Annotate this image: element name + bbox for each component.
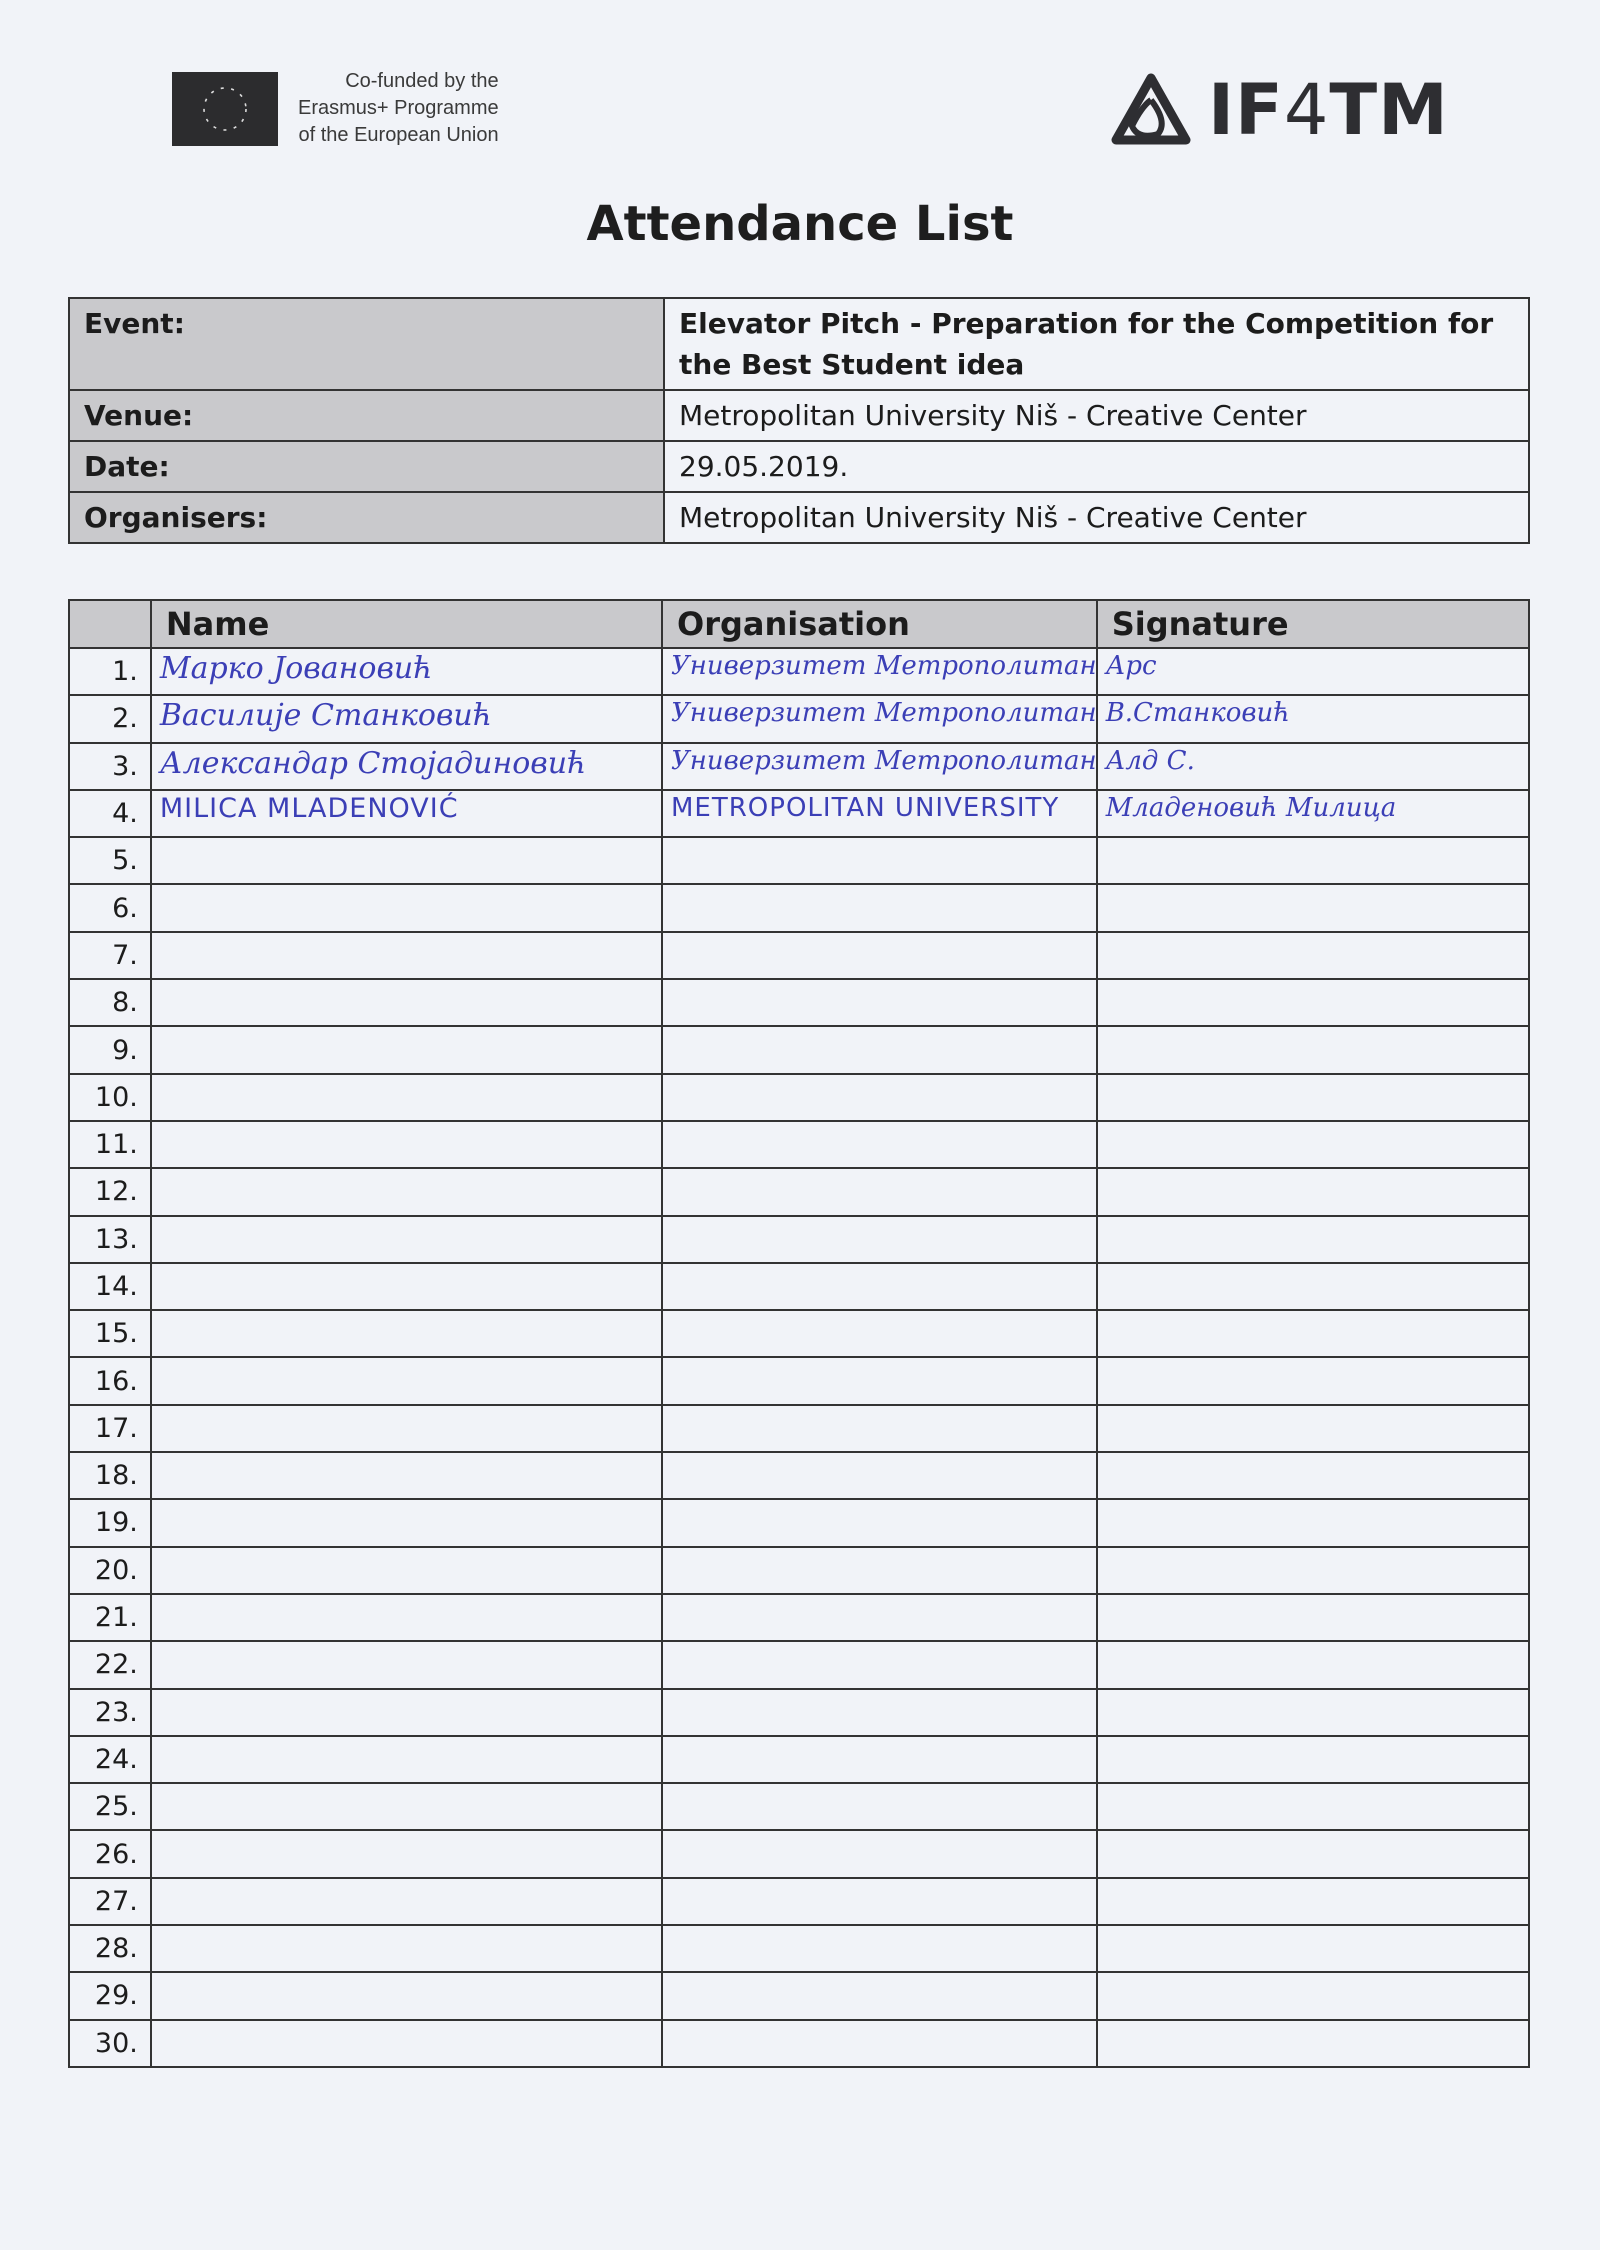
row-number: 20. <box>69 1547 151 1594</box>
name-cell <box>151 1216 662 1263</box>
table-row <box>69 1499 1529 1546</box>
organisation-cell <box>662 1168 1097 1215</box>
organisation-cell <box>662 1263 1097 1310</box>
signature-cell <box>1097 1689 1529 1736</box>
table-row <box>69 1452 1529 1499</box>
table-row <box>69 1405 1529 1452</box>
organisation-cell <box>662 743 1097 790</box>
name-cell <box>151 695 662 742</box>
handwritten-sig: Алд С. <box>1105 745 1195 776</box>
table-row <box>69 1074 1529 1121</box>
eu-text-line-3: of the European Union <box>298 124 499 146</box>
row-number: 19. <box>69 1499 151 1546</box>
name-cell <box>151 932 662 979</box>
logo-if: IF <box>1208 69 1284 151</box>
col-header-organisation: Organisation <box>662 600 1097 648</box>
table-row <box>69 1641 1529 1688</box>
eu-text-line-1: Co-funded by the <box>345 70 499 92</box>
organisation-cell <box>662 1026 1097 1073</box>
name-cell <box>151 1168 662 1215</box>
signature-cell <box>1097 932 1529 979</box>
organisation-cell <box>662 648 1097 695</box>
signature-cell <box>1097 1452 1529 1499</box>
row-number: 17. <box>69 1405 151 1452</box>
handwritten-name: MILICA MLADENOVIĆ <box>159 792 459 824</box>
name-cell <box>151 1452 662 1499</box>
signature-cell <box>1097 743 1529 790</box>
signature-cell <box>1097 1168 1529 1215</box>
row-number: 16. <box>69 1357 151 1404</box>
col-header-signature: Signature <box>1097 600 1529 648</box>
row-number: 22. <box>69 1641 151 1688</box>
table-row <box>69 1689 1529 1736</box>
col-header-number <box>69 600 151 648</box>
row-number: 14. <box>69 1263 151 1310</box>
signature-cell <box>1097 1216 1529 1263</box>
name-cell <box>151 837 662 884</box>
signature-cell <box>1097 1830 1529 1877</box>
row-number: 29. <box>69 1972 151 2019</box>
page-title: Attendance List <box>586 196 1014 252</box>
row-number: 9. <box>69 1026 151 1073</box>
table-row <box>69 1925 1529 1972</box>
eu-cofunding-block <box>172 68 499 149</box>
name-cell <box>151 1972 662 2019</box>
row-number: 26. <box>69 1830 151 1877</box>
eu-cofunding-text <box>298 68 499 149</box>
signature-cell <box>1097 1972 1529 2019</box>
row-number: 25. <box>69 1783 151 1830</box>
signature-cell <box>1097 1736 1529 1783</box>
organisation-cell <box>662 932 1097 979</box>
signature-cell <box>1097 1594 1529 1641</box>
name-cell <box>151 1405 662 1452</box>
signature-cell <box>1097 1074 1529 1121</box>
table-row <box>69 1972 1529 2019</box>
row-number: 12. <box>69 1168 151 1215</box>
name-cell <box>151 1641 662 1688</box>
name-cell <box>151 790 662 837</box>
venue-row <box>69 390 1529 441</box>
row-number: 23. <box>69 1689 151 1736</box>
logo-4: 4 <box>1283 69 1330 151</box>
signature-cell <box>1097 1026 1529 1073</box>
event-row <box>69 298 1529 390</box>
row-number: 18. <box>69 1452 151 1499</box>
organisation-cell <box>662 1878 1097 1925</box>
row-number: 13. <box>69 1216 151 1263</box>
organisation-cell <box>662 979 1097 1026</box>
name-cell <box>151 2020 662 2067</box>
table-row <box>69 884 1529 931</box>
name-cell <box>151 884 662 931</box>
event-label: Event: <box>69 298 664 390</box>
name-cell <box>151 648 662 695</box>
table-row <box>69 695 1529 742</box>
row-number: 27. <box>69 1878 151 1925</box>
signature-cell <box>1097 648 1529 695</box>
organisation-cell <box>662 2020 1097 2067</box>
name-cell <box>151 1783 662 1830</box>
table-row <box>69 790 1529 837</box>
name-cell <box>151 1263 662 1310</box>
signature-cell <box>1097 790 1529 837</box>
signature-cell <box>1097 1499 1529 1546</box>
row-number: 7. <box>69 932 151 979</box>
row-number: 28. <box>69 1925 151 1972</box>
table-row <box>69 1310 1529 1357</box>
row-number: 6. <box>69 884 151 931</box>
logo-tm: TM <box>1329 69 1449 151</box>
table-row <box>69 1026 1529 1073</box>
table-row <box>69 1830 1529 1877</box>
row-number: 21. <box>69 1594 151 1641</box>
table-row <box>69 648 1529 695</box>
row-number: 4. <box>69 790 151 837</box>
signature-cell <box>1097 1641 1529 1688</box>
if4tm-triangle-icon <box>1108 70 1194 150</box>
name-cell <box>151 1689 662 1736</box>
name-cell <box>151 743 662 790</box>
attendance-body <box>69 648 1529 2067</box>
table-row <box>69 1216 1529 1263</box>
table-row <box>69 932 1529 979</box>
event-info-table <box>68 297 1530 544</box>
signature-cell <box>1097 884 1529 931</box>
eu-text-line-2: Erasmus+ Programme <box>298 97 499 119</box>
row-number: 10. <box>69 1074 151 1121</box>
organisation-cell <box>662 884 1097 931</box>
name-cell <box>151 1547 662 1594</box>
venue-label: Venue: <box>69 390 664 441</box>
table-row <box>69 837 1529 884</box>
organisation-cell <box>662 1216 1097 1263</box>
organisers-value: Metropolitan University Niš - Creative Center <box>664 492 1529 543</box>
date-label: Date: <box>69 441 664 492</box>
organisation-cell <box>662 1310 1097 1357</box>
signature-cell <box>1097 1121 1529 1168</box>
handwritten-name: Александар Стојадиновић <box>159 745 587 781</box>
organisation-cell <box>662 1925 1097 1972</box>
row-number: 1. <box>69 648 151 695</box>
table-row <box>69 1878 1529 1925</box>
name-cell <box>151 1830 662 1877</box>
name-cell <box>151 1121 662 1168</box>
organisation-cell <box>662 1972 1097 2019</box>
name-cell <box>151 979 662 1026</box>
organisation-cell <box>662 837 1097 884</box>
table-row <box>69 1783 1529 1830</box>
handwritten-org: METROPOLITAN UNIVERSITY <box>671 792 1060 823</box>
name-cell <box>151 1925 662 1972</box>
attendance-table <box>68 599 1530 2068</box>
name-cell <box>151 1499 662 1546</box>
table-row <box>69 2020 1529 2067</box>
table-row <box>69 1121 1529 1168</box>
organisation-cell <box>662 1121 1097 1168</box>
organisation-cell <box>662 1736 1097 1783</box>
organisation-cell <box>662 1641 1097 1688</box>
signature-cell <box>1097 695 1529 742</box>
attendance-header-row <box>69 600 1529 648</box>
row-number: 2. <box>69 695 151 742</box>
signature-cell <box>1097 1405 1529 1452</box>
signature-cell <box>1097 837 1529 884</box>
signature-cell <box>1097 1925 1529 1972</box>
handwritten-sig: Арс <box>1105 651 1157 681</box>
handwritten-name: Марко Јовановић <box>159 651 433 686</box>
if4tm-logo <box>1108 70 1449 150</box>
row-number: 5. <box>69 837 151 884</box>
organisers-label: Organisers: <box>69 492 664 543</box>
organisation-cell <box>662 695 1097 742</box>
organisation-cell <box>662 1783 1097 1830</box>
venue-value: Metropolitan University Niš - Creative Center <box>664 390 1529 441</box>
row-number: 30. <box>69 2020 151 2067</box>
name-cell <box>151 1357 662 1404</box>
organisation-cell <box>662 1689 1097 1736</box>
row-number: 3. <box>69 743 151 790</box>
name-cell <box>151 1074 662 1121</box>
name-cell <box>151 1878 662 1925</box>
handwritten-org: Универзитет Метрополитан <box>671 698 1097 729</box>
organisation-cell <box>662 1452 1097 1499</box>
row-number: 24. <box>69 1736 151 1783</box>
table-row <box>69 1736 1529 1783</box>
organisation-cell <box>662 1405 1097 1452</box>
signature-cell <box>1097 1878 1529 1925</box>
organisers-row <box>69 492 1529 543</box>
table-row <box>69 743 1529 790</box>
name-cell <box>151 1594 662 1641</box>
table-row <box>69 979 1529 1026</box>
signature-cell <box>1097 1357 1529 1404</box>
date-row <box>69 441 1529 492</box>
signature-cell <box>1097 1263 1529 1310</box>
organisation-cell <box>662 790 1097 837</box>
date-value: 29.05.2019. <box>664 441 1529 492</box>
handwritten-org: Универзитет Метрополитан <box>671 651 1097 681</box>
table-row <box>69 1168 1529 1215</box>
table-row <box>69 1547 1529 1594</box>
col-header-name: Name <box>151 600 662 648</box>
organisation-cell <box>662 1594 1097 1641</box>
name-cell <box>151 1026 662 1073</box>
organisation-cell <box>662 1074 1097 1121</box>
handwritten-name: Василије Станковић <box>159 698 493 734</box>
if4tm-logo-text <box>1208 70 1449 150</box>
handwritten-org: Универзитет Метрополитан <box>671 745 1097 776</box>
signature-cell <box>1097 1310 1529 1357</box>
organisation-cell <box>662 1830 1097 1877</box>
handwritten-sig: Младеновић Милица <box>1105 792 1397 823</box>
eu-flag-icon <box>172 72 278 146</box>
row-number: 11. <box>69 1121 151 1168</box>
name-cell <box>151 1310 662 1357</box>
name-cell <box>151 1736 662 1783</box>
event-value: Elevator Pitch - Preparation for the Competition for the Best Student idea <box>664 298 1529 390</box>
organisation-cell <box>662 1547 1097 1594</box>
table-row <box>69 1263 1529 1310</box>
table-row <box>69 1357 1529 1404</box>
table-row <box>69 1594 1529 1641</box>
handwritten-sig: В.Станковић <box>1105 698 1291 729</box>
signature-cell <box>1097 2020 1529 2067</box>
organisation-cell <box>662 1357 1097 1404</box>
row-number: 15. <box>69 1310 151 1357</box>
row-number: 8. <box>69 979 151 1026</box>
organisation-cell <box>662 1499 1097 1546</box>
signature-cell <box>1097 1547 1529 1594</box>
signature-cell <box>1097 979 1529 1026</box>
signature-cell <box>1097 1783 1529 1830</box>
